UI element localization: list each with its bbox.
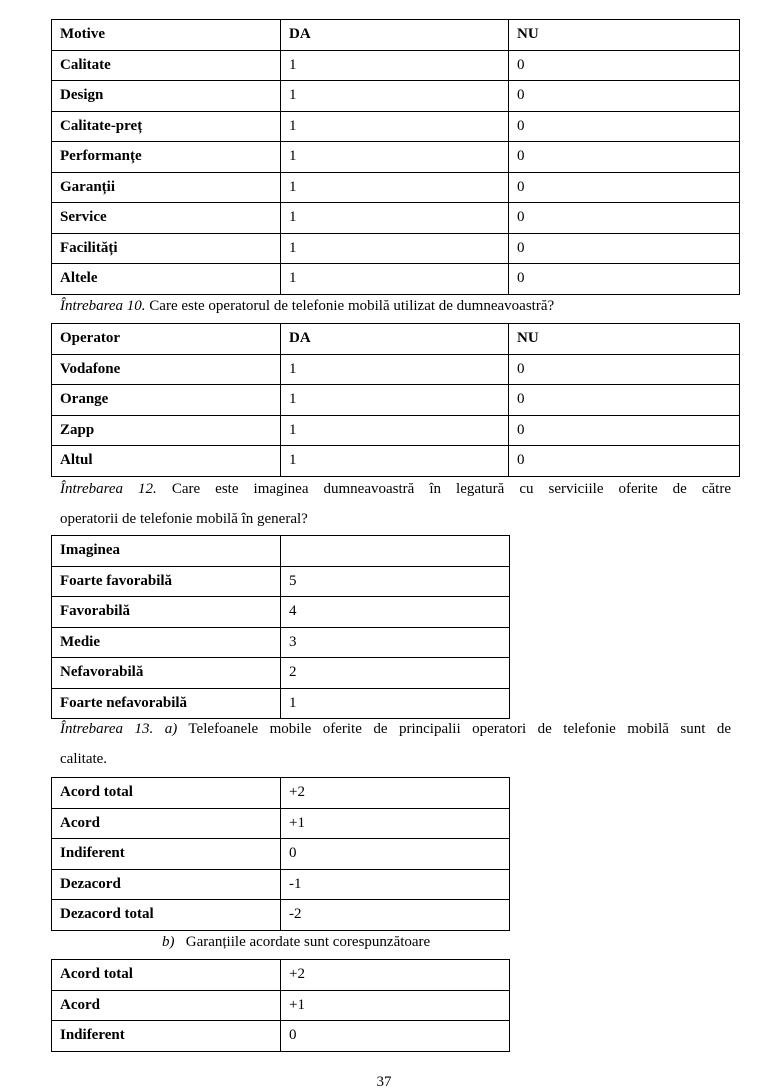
- table-row: [52, 142, 740, 173]
- table-row: [52, 385, 740, 416]
- table-imagine: [51, 535, 510, 719]
- cell: 1: [281, 111, 509, 142]
- row-label: Acord: [52, 808, 281, 839]
- cell: 0: [509, 111, 740, 142]
- cell: 0: [281, 1021, 510, 1052]
- table-operator: [51, 323, 740, 477]
- table-row: [52, 81, 740, 112]
- question-text: Care este imaginea dumneavoastră în legatură cu serviciile oferite de către: [171, 481, 731, 497]
- table-row: [52, 446, 740, 477]
- cell: 1: [281, 385, 509, 416]
- question-10: [60, 299, 554, 314]
- question-13b: [162, 935, 430, 950]
- table-row: [52, 688, 510, 719]
- cell: 5: [281, 566, 510, 597]
- row-label: Nefavorabilă: [52, 658, 281, 689]
- cell: 0: [509, 233, 740, 264]
- table-row: [52, 203, 740, 234]
- cell: 1: [281, 264, 509, 295]
- table-motive: [51, 19, 740, 295]
- table-row: [52, 50, 740, 81]
- table-row: [52, 172, 740, 203]
- cell: 1: [281, 172, 509, 203]
- cell: 3: [281, 627, 510, 658]
- cell: 0: [509, 50, 740, 81]
- row-label: Altele: [52, 264, 281, 295]
- row-label: Zapp: [52, 415, 281, 446]
- header-cell: Motive: [52, 20, 281, 51]
- header-cell: Imaginea: [52, 536, 281, 567]
- cell: +2: [281, 960, 510, 991]
- cell: 1: [281, 142, 509, 173]
- cell: 4: [281, 597, 510, 628]
- cell: 0: [509, 354, 740, 385]
- row-label: Foarte favorabilă: [52, 566, 281, 597]
- table-row: [52, 627, 510, 658]
- cell: 1: [281, 415, 509, 446]
- row-label: Indiferent: [52, 1021, 281, 1052]
- cell: +1: [281, 990, 510, 1021]
- row-label: Vodafone: [52, 354, 281, 385]
- table-row: [52, 808, 510, 839]
- page-number: 37: [376, 1074, 392, 1090]
- table-row: [52, 415, 740, 446]
- cell: 1: [281, 50, 509, 81]
- row-label: Calitate: [52, 50, 281, 81]
- question-text: Care este operatorul de telefonie mobilă utilizat de dumneavoastră?: [149, 298, 555, 314]
- question-12-line-2: [60, 512, 308, 527]
- question-label: Întrebarea 13. a): [60, 721, 178, 737]
- row-label: Foarte nefavorabilă: [52, 688, 281, 719]
- header-cell: [281, 536, 510, 567]
- row-label: Garanții: [52, 172, 281, 203]
- row-label: Dezacord total: [52, 900, 281, 931]
- question-12-line-1: [60, 482, 731, 497]
- header-cell: DA: [281, 324, 509, 355]
- cell: 0: [509, 203, 740, 234]
- question-13-line-2: [60, 752, 107, 767]
- question-13-line-1: [60, 722, 731, 737]
- table-row: [52, 658, 510, 689]
- question-text: Garanțiile acordate sunt corespunzătoare: [185, 934, 431, 950]
- table-row: [52, 960, 510, 991]
- table-header-row: [52, 536, 510, 567]
- header-cell: DA: [281, 20, 509, 51]
- question-text: Telefoanele mobile oferite de principalii operatori de telefonie mobilă sunt de: [188, 721, 731, 737]
- header-cell: NU: [509, 324, 740, 355]
- table-row: [52, 839, 510, 870]
- table-row: [52, 869, 510, 900]
- row-label: Service: [52, 203, 281, 234]
- row-label: Calitate-preț: [52, 111, 281, 142]
- cell: 1: [281, 81, 509, 112]
- cell: 0: [509, 264, 740, 295]
- cell: 0: [509, 385, 740, 416]
- row-label: Indiferent: [52, 839, 281, 870]
- cell: 0: [509, 81, 740, 112]
- question-label: Întrebarea 10.: [60, 298, 146, 314]
- cell: +2: [281, 778, 510, 809]
- row-label: Design: [52, 81, 281, 112]
- table-13a: [51, 777, 510, 931]
- cell: 1: [281, 446, 509, 477]
- table-header-row: [52, 324, 740, 355]
- cell: 2: [281, 658, 510, 689]
- table-row: [52, 566, 510, 597]
- question-label: Întrebarea 12.: [60, 481, 157, 497]
- cell: 0: [509, 446, 740, 477]
- table-13b: [51, 959, 510, 1052]
- cell: -2: [281, 900, 510, 931]
- table-row: [52, 597, 510, 628]
- question-text: operatorii de telefonie mobilă în general?: [60, 511, 308, 527]
- table-row: [52, 778, 510, 809]
- question-text: calitate.: [60, 751, 108, 767]
- row-label: Acord total: [52, 778, 281, 809]
- cell: 0: [509, 172, 740, 203]
- cell: 1: [281, 203, 509, 234]
- table-header-row: [52, 20, 740, 51]
- row-label: Orange: [52, 385, 281, 416]
- cell: -1: [281, 869, 510, 900]
- cell: +1: [281, 808, 510, 839]
- row-label: Dezacord: [52, 869, 281, 900]
- table-row: [52, 900, 510, 931]
- row-label: Medie: [52, 627, 281, 658]
- row-label: Favorabilă: [52, 597, 281, 628]
- header-cell: Operator: [52, 324, 281, 355]
- row-label: Altul: [52, 446, 281, 477]
- row-label: Acord total: [52, 960, 281, 991]
- cell: 1: [281, 354, 509, 385]
- table-row: [52, 1021, 510, 1052]
- table-row: [52, 354, 740, 385]
- cell: 0: [509, 415, 740, 446]
- table-row: [52, 111, 740, 142]
- table-row: [52, 264, 740, 295]
- table-row: [52, 990, 510, 1021]
- table-row: [52, 233, 740, 264]
- cell: 0: [281, 839, 510, 870]
- row-label: Facilități: [52, 233, 281, 264]
- cell: 0: [509, 142, 740, 173]
- question-label: b): [162, 934, 175, 950]
- cell: 1: [281, 688, 510, 719]
- cell: 1: [281, 233, 509, 264]
- row-label: Acord: [52, 990, 281, 1021]
- header-cell: NU: [509, 20, 740, 51]
- row-label: Performanțe: [52, 142, 281, 173]
